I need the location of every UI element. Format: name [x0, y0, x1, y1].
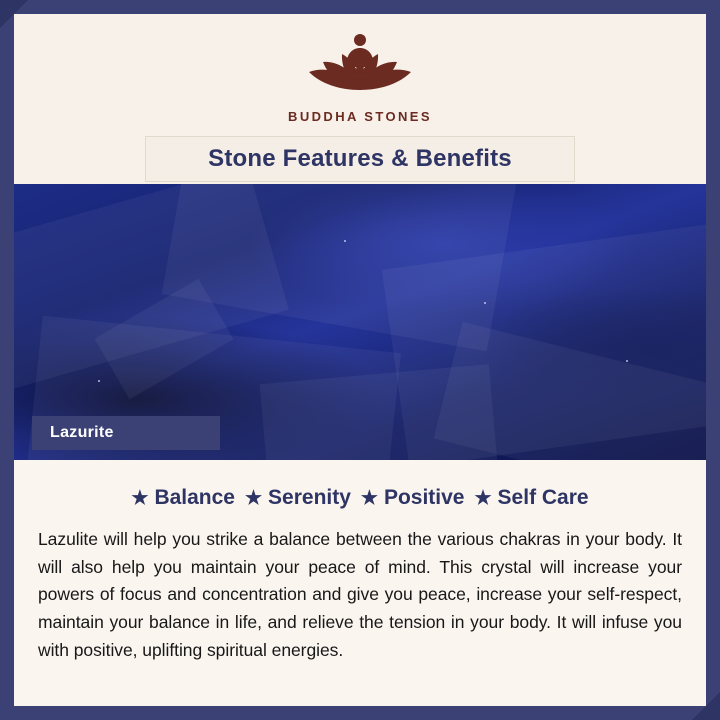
stone-name: Lazurite — [50, 424, 114, 441]
title-box — [145, 136, 575, 182]
star-icon: ★ — [474, 487, 492, 509]
star-icon: ★ — [244, 487, 263, 509]
poster-inner — [14, 14, 706, 706]
page-title: Stone Features & Benefits — [208, 145, 512, 172]
photo-sparkle — [344, 240, 346, 242]
keyword-label: Self Care — [497, 486, 589, 509]
keyword-list — [38, 486, 682, 510]
brand-name: BUDDHA STONES — [288, 109, 432, 124]
photo-sparkle — [98, 380, 100, 382]
keyword-item — [131, 486, 235, 510]
keyword-item — [361, 486, 465, 510]
keyword-item — [475, 486, 589, 510]
keyword-label: Positive — [383, 486, 465, 509]
star-icon: ★ — [131, 487, 149, 509]
content-section — [14, 460, 706, 706]
keyword-label: Balance — [154, 486, 235, 509]
photo-sparkle — [484, 302, 486, 304]
stone-name-plate — [32, 416, 220, 450]
photo-sparkle — [626, 360, 628, 362]
title-band — [14, 136, 706, 182]
stone-description: Lazulite will help you strike a balance between the various chakras in your body. It will also help you maintain your peace of mind. This crystal will increase your powers of focus and concentration and give you peace, increase your self-respect, maintain your balance in life, and relieve the tension in your body. It will infuse you with positive, uplifting spiritual energies. — [38, 529, 682, 660]
brand-header — [14, 14, 706, 124]
keyword-label: Serenity — [268, 486, 351, 509]
star-icon: ★ — [360, 487, 378, 509]
stone-photo — [14, 184, 706, 460]
lotus-meditation-icon — [14, 28, 706, 103]
keyword-item — [245, 486, 351, 510]
